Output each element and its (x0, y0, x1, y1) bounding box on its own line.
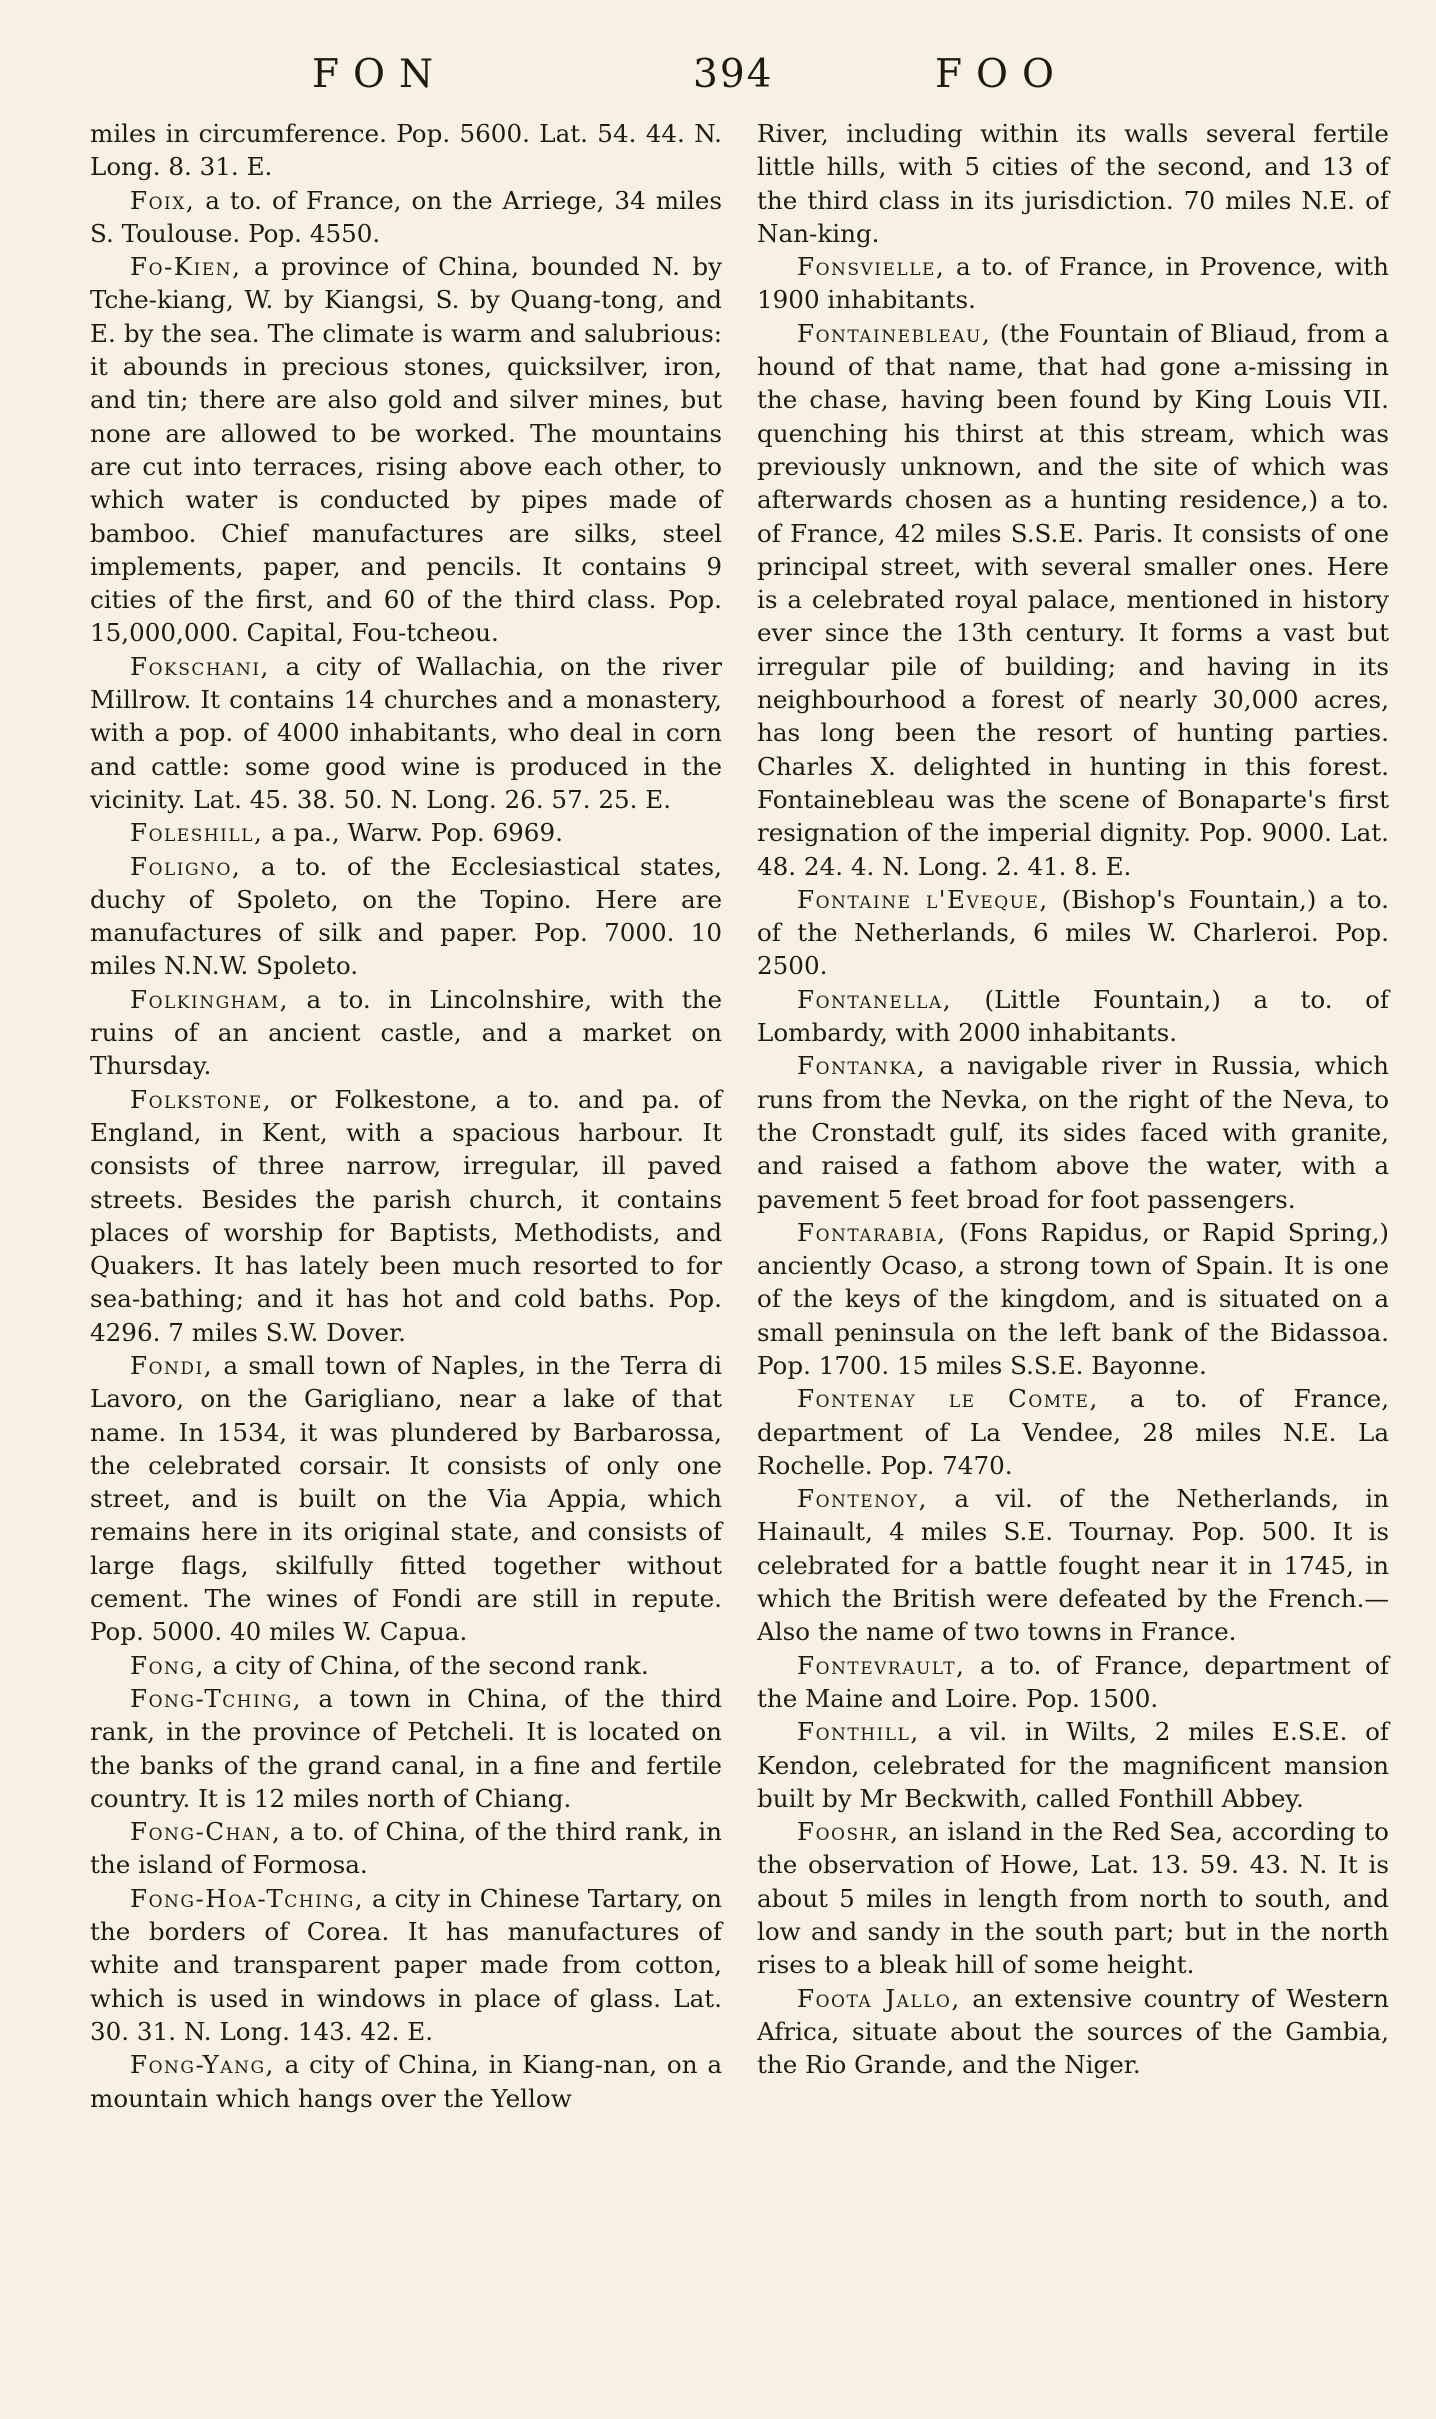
gazetteer-entry (757, 250, 1389, 317)
gazetteer-entry (757, 1982, 1389, 2082)
gazetteer-entry (90, 1682, 722, 1815)
gazetteer-entry (90, 1815, 722, 1882)
entry-text: a city of China, in Kiang-nan, on a mountain which hangs over the Yellow (90, 2050, 722, 2113)
gazetteer-entry (757, 1382, 1389, 1482)
entry-headword: Folkstone, (130, 1084, 273, 1114)
gazetteer-entry (90, 850, 722, 983)
entry-headword: Fondi, (130, 1350, 214, 1380)
entry-headword: Fontevrault, (797, 1650, 966, 1680)
entry-headword: Fong-Chan, (130, 1817, 282, 1847)
entry-headword: Foix, (130, 185, 196, 215)
gazetteer-entry (757, 1649, 1389, 1716)
gazetteer-entry (757, 1815, 1389, 1981)
entry-headword: Fong-Tching, (130, 1683, 303, 1713)
entry-text: a small town of Naples, in the Terra di Lavoro, on the Garigliano, near a lake of that name. In 1534, it was plundered by Barbarossa, the celebrated corsair. It consists of only one street, and is built on the Via Appia, which remains here in its original state, and consists of large flags, skilfully fitted together without cement. The wines of Fondi are still in repute. Pop. 5000. 40 miles W. Capua. (90, 1350, 722, 1647)
entry-text: miles in circumference. Pop. 5600. Lat. 54. 44. N. Long. 8. 31. E. (90, 119, 722, 182)
entry-text: or Folkestone, a to. and pa. of England, in Kent, with a spacious harbour. It consists of three narrow, irregular, ill paved streets. Besides the parish church, it contains places of worship for Baptists, Methodists, and Quakers. It has lately been much resorted to for sea-bathing; and it has hot and cold baths. Pop. 4296. 7 miles S.W. Dover. (90, 1084, 722, 1347)
entry-headword: Fong-Yang, (130, 2050, 275, 2080)
entry-headword: Foligno, (130, 851, 242, 881)
entry-text: River, including within its walls several fertile little hills, with 5 cities of the second, and 13 of the third class in its jurisdiction. 70 miles N.E. of Nan-king. (757, 119, 1389, 248)
entry-headword: Fong, (130, 1650, 205, 1680)
gazetteer-entry (90, 1349, 722, 1649)
entry-headword: Foleshill, (130, 818, 264, 848)
gazetteer-entry (757, 1049, 1389, 1215)
gazetteer-entry (757, 117, 1389, 250)
page-number: 394 (693, 52, 774, 97)
entry-headword: Foota Jallo, (797, 1983, 961, 2013)
gazetteer-entry (90, 2048, 722, 2115)
entry-text: an island in the Red Sea, according to the observation of Howe, Lat. 13. 59. 43. N. It is about 5 miles in length from north to south, and low and sandy in the south part; but in the north rises to a bleak hill of some height. (757, 1817, 1389, 1980)
entry-text: (Little Fountain,) a to. of Lombardy, with 2000 inhabitants. (757, 984, 1389, 1048)
entry-text: a to. of France, in Provence, with 1900 inhabitants. (757, 252, 1389, 315)
entry-text: a city of China, of the second rank. (204, 1650, 649, 1680)
gazetteer-entry (90, 117, 722, 184)
gazetteer-entry (90, 1649, 722, 1682)
gazetteer-entry (757, 1482, 1389, 1648)
entry-headword: Fong-Hoa-Tching, (130, 1883, 365, 1913)
entry-headword: Fontanella, (797, 984, 953, 1014)
entry-text: (Bishop's Fountain,) a to. of the Netherlands, 6 miles W. Charleroi. Pop. 2500. (757, 884, 1389, 981)
gazetteer-entry (90, 816, 722, 849)
header-left-word: FON (312, 52, 448, 97)
gazetteer-entry (90, 983, 722, 1083)
gazetteer-entry (757, 317, 1389, 883)
right-column (757, 117, 1389, 2082)
entry-text: a to. of France, department of La Vendee, 28 miles N.E. La Rochelle. Pop. 7470. (757, 1384, 1390, 1480)
entry-text: a to. of France, department of the Maine and Loire. Pop. 1500. (757, 1650, 1389, 1713)
entry-text: a to. in Lincolnshire, with the ruins of an ancient castle, and a market on Thursday. (90, 984, 722, 1081)
entry-headword: Fontainebleau, (797, 318, 992, 348)
entry-text: a navigable river in Russia, which runs from the Nevka, on the right of the Neva, to the Cronstadt gulf, its sides faced with granite, and raised a fathom above the water, with a pavement 5 feet broad for foot passengers. (757, 1051, 1389, 1214)
entry-headword: Folkingham, (130, 984, 289, 1014)
entry-headword: Fokschani, (130, 651, 270, 681)
gazetteer-entry (757, 1715, 1389, 1815)
entry-headword: Fontenoy, (797, 1484, 928, 1514)
gazetteer-entry (90, 184, 722, 251)
entry-text: (Fons Rapidus, or Rapid Spring,) anciently Ocaso, a strong town of Spain. It is one of the keys of the kingdom, and is situated on a small peninsula on the left bank of the Bidassoa. Pop. 1700. 15 miles S.S.E. Bayonne. (757, 1217, 1389, 1380)
entry-text: a pa., Warw. Pop. 6969. (263, 818, 563, 848)
entry-headword: Fontenay le Comte, (797, 1384, 1099, 1414)
entry-headword: Fontaine l'Eveque, (797, 884, 1049, 914)
entry-headword: Fo-Kien, (130, 252, 242, 282)
entry-text: a to. of China, of the third rank, in the island of Formosa. (90, 1817, 722, 1880)
gazetteer-entry (90, 1882, 722, 2048)
entry-text: a vil. of the Netherlands, in Hainault, 4 miles S.E. Tournay. Pop. 500. It is celebrated for a battle fought near it in 1745, in which the British were defeated by the French.—Also the name of two towns in France. (757, 1484, 1389, 1647)
entry-text: a city of Wallachia, on the river Millrow. It contains 14 churches and a monastery, with a pop. of 4000 inhabitants, who deal in corn and cattle: some good wine is produced in the vicinity. Lat. 45. 38. 50. N. Long. 26. 57. 25. E. (90, 651, 722, 814)
entry-headword: Fontanka, (797, 1051, 927, 1081)
entry-headword: Fontarabia, (797, 1217, 947, 1247)
entry-headword: Fonsvielle, (797, 252, 946, 282)
header-right-word: FOO (935, 52, 1069, 97)
entry-headword: Fonthill, (797, 1717, 920, 1747)
entry-headword: Fooshr, (797, 1817, 900, 1847)
gazetteer-entry (90, 650, 722, 816)
entry-text: a city in Chinese Tartary, on the borders of Corea. It has manufactures of white and transparent paper made from cotton, which is used in windows in place of glass. Lat. 30. 31. N. Long. 143. 42. E. (90, 1883, 722, 2046)
running-header (0, 52, 1436, 112)
entry-text: an extensive country of Western Africa, situate about the sources of the Gambia, the Rio Grande, and the Niger. (757, 1983, 1389, 2080)
gazetteer-entry (757, 983, 1389, 1050)
left-column (90, 117, 722, 2115)
gazetteer-entry (90, 250, 722, 650)
entry-text: a town in China, of the third rank, in the province of Petcheli. It is located on the banks of the grand canal, in a fine and fertile country. It is 12 miles north of Chiang. (90, 1683, 722, 1813)
entry-text: a vil. in Wilts, 2 miles E.S.E. of Kendon, celebrated for the magnificent mansion built by Mr Beckwith, called Fonthill Abbey. (757, 1717, 1389, 1813)
entry-text: (the Fountain of Bliaud, from a hound of that name, that had gone a-missing in the chase, having been found by King Louis VII. quenching his thirst at this stream, which was previously unknown, and the site of which was afterwards chosen as a hunting residence,) a to. of France, 42 miles S.S.E. Paris. It consists of one principal street, with several smaller ones. Here is a celebrated royal palace, mentioned in history ever since the 13th century. It forms a vast but irregular pile of building; and having in its neighbourhood a forest of nearly 30,000 acres, has long been the resort of hunting parties. Charles X. delighted in hunting in this forest. Fontainebleau was the scene of Bonaparte's first resignation of the imperial dignity. Pop. 9000. Lat. 48. 24. 4. N. Long. 2. 41. 8. E. (757, 318, 1389, 881)
gazetteer-entry (757, 1216, 1389, 1382)
gazetteer-entry (757, 883, 1389, 983)
gazetteer-entry (90, 1083, 722, 1349)
entry-text: a province of China, bounded N. by Tche-kiang, W. by Kiangsi, S. by Quang-tong, and E. by the sea. The climate is warm and salubrious: it abounds in precious stones, quicksilver, iron, and tin; there are also gold and silver mines, but none are allowed to be worked. The mountains are cut into terraces, rising above each other, to which water is conducted by pipes made of bamboo. Chief manufactures are silks, steel implements, paper, and pencils. It contains 9 cities of the first, and 60 of the third class. Pop. 15,000,000. Capital, Fou-tcheou. (90, 252, 722, 648)
entry-text: a to. of the Ecclesiastical states, duchy of Spoleto, on the Topino. Here are manufactures of silk and paper. Pop. 7000. 10 miles N.N.W. Spoleto. (90, 851, 722, 981)
entry-text: a to. of France, on the Arriege, 34 miles S. Toulouse. Pop. 4550. (90, 185, 722, 248)
